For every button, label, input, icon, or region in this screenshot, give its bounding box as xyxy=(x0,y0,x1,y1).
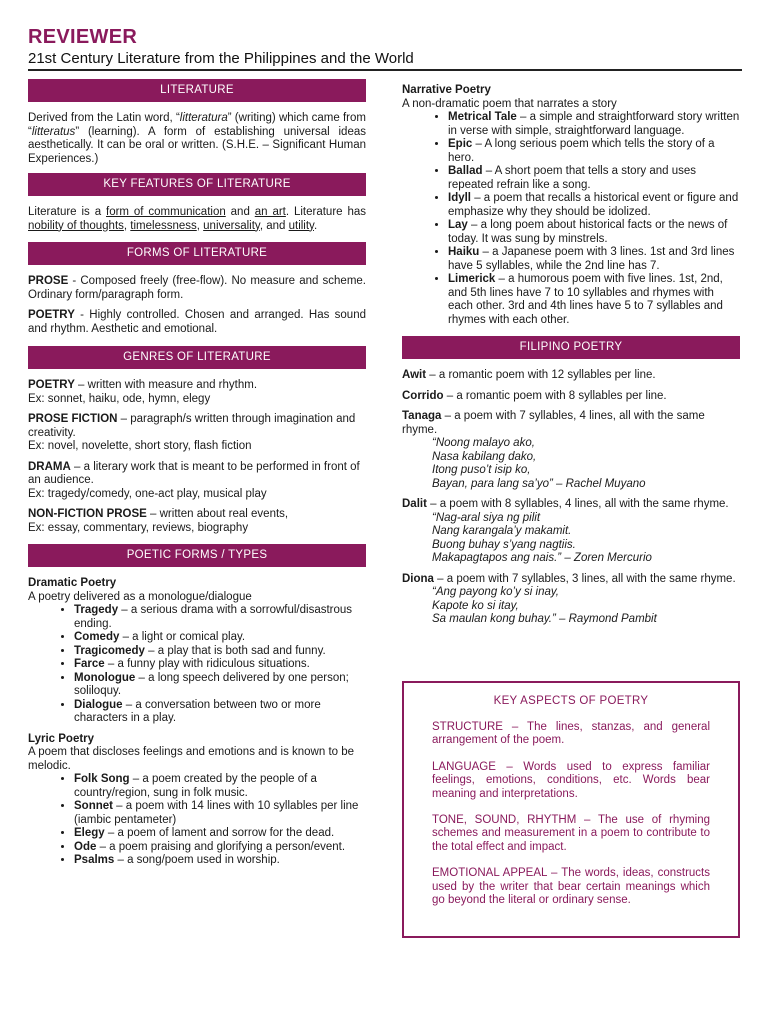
narrative-poetry-desc: A non-dramatic poem that narrates a story xyxy=(402,97,617,110)
key-aspects-heading: KEY ASPECTS OF POETRY xyxy=(493,695,649,707)
lyric-poetry-list xyxy=(28,773,366,868)
list-item: • Ode – a poem praising and glorifying a person/event. xyxy=(74,841,366,855)
literature-definition: Derived from the Latin word, “litteratura” (writing) which came from “litteratus” (learning). A form of establishing universal ideas aesthetically. It can be oral or written. (S.H.E. – Significant Human Experiences.) xyxy=(28,112,366,165)
lyric-poetry-title: Lyric Poetry xyxy=(28,732,95,745)
list-item: • Psalms – a song/poem used in worship. xyxy=(74,854,366,868)
list-item: • Metrical Tale – a simple and straightforward story written in verse with simple, straightforward language. xyxy=(448,111,740,138)
key-features-text: Literature is a form of communication and an art. Literature has nobility of thoughts, timelessness, universality, and utility. xyxy=(28,206,367,232)
dalit-example: “Nag-aral siya ng pilit Nang karangala’y makamit. Buong buhay s’yang nagtiis. Makapagtapos ang nais.” – Zoren Mercurio xyxy=(432,511,652,564)
poetic-forms-heading: POETIC FORMS / TYPES xyxy=(28,544,366,567)
dalit-definition: Dalit – a poem with 8 syllables, 4 lines, all with the same rhyme. xyxy=(402,498,729,510)
list-item: • Tragedy – a serious drama with a sorrowful/disastrous ending. xyxy=(74,604,366,631)
key-aspects-box xyxy=(402,681,740,938)
corrido-definition: Corrido – a romantic poem with 8 syllables per line. xyxy=(402,389,667,402)
list-item: • Lay – a long poem about historical facts or the news of today. It was sung by minstrels. xyxy=(448,219,740,246)
prose-definition: PROSE - Composed freely (free-flow). No measure and scheme. Ordinary form/paragraph form. xyxy=(28,275,366,301)
list-item: • Ballad – A short poem that tells a story and uses repeated refrain like a song. xyxy=(448,165,740,192)
list-item: • Epic – A long serious poem which tells the story of a hero. xyxy=(448,138,740,165)
diona-example: “Ang payong ko’y si inay, Kapote ko si itay, Sa maulan kong buhay.” – Raymond Pambit xyxy=(432,586,657,625)
page-subtitle: 21st Century Literature from the Philippines and the World xyxy=(28,50,414,67)
list-item: • Comedy – a light or comical play. xyxy=(74,631,366,645)
list-item: • Elegy – a poem of lament and sorrow for the dead. xyxy=(74,827,366,841)
list-item: • Monologue – a long speech delivered by one person; soliloquy. xyxy=(74,672,366,699)
tanaga-definition: Tanaga – a poem with 7 syllables, 4 lines, all with the same rhyme. xyxy=(402,410,705,436)
forms-heading: FORMS OF LITERATURE xyxy=(28,242,366,265)
page-title: REVIEWER xyxy=(28,26,138,48)
awit-definition: Awit – a romantic poem with 12 syllables per line. xyxy=(402,369,656,381)
dramatic-poetry-list xyxy=(28,604,366,726)
list-item: • Limerick – a humorous poem with five lines. 1st, 2nd, and 5th lines have 7 to 10 syllables and rhymes with each other. 3rd and 4th lines have 5 to 7 syllables and rhymes with each other. xyxy=(448,273,740,327)
poetry-definition: POETRY - Highly controlled. Chosen and arranged. Has sound and rhythm. Aesthetic and emotional. xyxy=(28,309,366,335)
aspect-item: TONE, SOUND, RHYTHM – The use of rhyming schemes and measurement in a poem to contribute to the total effect and impact. xyxy=(432,814,710,853)
narrative-poetry-title: Narrative Poetry xyxy=(402,84,491,96)
aspect-item: STRUCTURE – The lines, stanzas, and general arrangement of the poem. xyxy=(432,721,710,747)
list-item: • Sonnet – a poem with 14 lines with 10 syllables per line (iambic pentameter) xyxy=(74,800,366,827)
tanaga-example: “Noong malayo ako, Nasa kabilang dako, Itong puso’t isip ko, Bayan, para lang sa’yo” – Rachel Muyano xyxy=(432,437,646,490)
lyric-poetry-desc: A poem that discloses feelings and emotions and is known to be melodic. xyxy=(28,746,355,772)
filipino-poetry-heading: FILIPINO POETRY xyxy=(402,336,740,359)
aspect-item: EMOTIONAL APPEAL – The words, ideas, constructs used by the writer that bear certain meanings which go beyond the literal or ordinary sense. xyxy=(432,867,710,907)
list-item: • Dialogue – a conversation between two or more characters in a play. xyxy=(74,699,366,726)
literature-heading: LITERATURE xyxy=(28,79,366,102)
narrative-poetry-list xyxy=(402,111,740,327)
genre-item: DRAMA – a literary work that is meant to be performed in front of an audience. Ex: tragedy/comedy, one-act play, musical play xyxy=(28,460,360,500)
genres-heading: GENRES OF LITERATURE xyxy=(28,346,366,369)
genre-item: PROSE FICTION – paragraph/s written through imagination and creativity. Ex: novel, novelette, short story, flash fiction xyxy=(28,413,356,452)
genre-item: NON-FICTION PROSE – written about real events, Ex: essay, commentary, reviews, biography xyxy=(28,508,289,534)
key-features-heading: KEY FEATURES OF LITERATURE xyxy=(28,173,366,196)
list-item: • Tragicomedy – a play that is both sad and funny. xyxy=(74,645,366,659)
title-divider xyxy=(28,69,742,71)
diona-definition: Diona – a poem with 7 syllables, 3 lines, all with the same rhyme. xyxy=(402,572,736,585)
dramatic-poetry-desc: A poetry delivered as a monologue/dialogue xyxy=(28,590,252,603)
right-column xyxy=(402,84,740,627)
dramatic-poetry-title: Dramatic Poetry xyxy=(28,577,117,589)
genre-item: POETRY – written with measure and rhythm. Ex: sonnet, haiku, ode, hymn, elegy xyxy=(28,379,258,405)
list-item: • Folk Song – a poem created by the people of a country/region, sung in folk music. xyxy=(74,773,366,800)
list-item: • Haiku – a Japanese poem with 3 lines. 1st and 3rd lines have 5 syllables, while the 2nd line has 7. xyxy=(448,246,740,273)
list-item: • Idyll – a poem that recalls a historical event or figure and emphasize why they should be idolized. xyxy=(448,192,740,219)
left-column xyxy=(28,79,366,868)
aspect-item: LANGUAGE – Words used to express familiar feelings, emotions, conditions, etc. Words bear meaning and interpretations. xyxy=(432,760,710,800)
list-item: • Farce – a funny play with ridiculous situations. xyxy=(74,658,366,672)
